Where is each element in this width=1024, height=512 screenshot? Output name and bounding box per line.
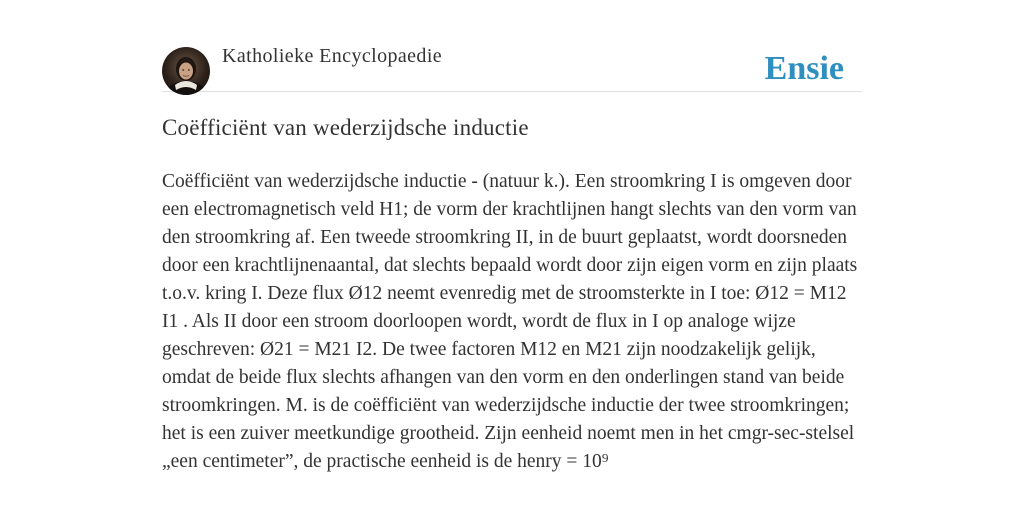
site-name[interactable]: Katholieke Encyclopaedie [222, 45, 443, 67]
brand-logo[interactable]: Ensie [764, 50, 844, 87]
site-header [162, 0, 862, 92]
page-title: Coëfficiënt van wederzijdsche inductie [162, 115, 529, 140]
article-body: Coëfficiënt van wederzijdsche inductie - (natuur k.). Een stroomkring I is omgeven door een electromagnetisch veld H1; de vorm der krachtlijnen hangt slechts van den vorm van den stroomkring af. Een tweede stroomkring II, in de buurt geplaatst, wordt doorsneden door een krachtlijnenaantal, dat slechts bepaald wordt door zijn eigen vorm en zijn plaats t.o.v. kring I. Deze flux Ø12 neemt evenredig met de stroomsterkte in I toe: Ø12 = M12 I1 . Als II door een stroom doorloopen wordt, wordt de flux in I op analoge wijze geschreven: Ø21 = M21 I2. De twee factoren M12 en M21 zijn noodzakelijk gelijk, omdat de beide flux slechts afhangen van den vorm en den onderlingen stand van beide stroomkringen. M. is de coëfficiënt van wederzijdsche inductie der twee stroomkringen; het is een zuiver meetkundige grootheid. Zijn eenheid noemt men in het cmgr-sec-stelsel „een centimeter”, de practische eenheid is de henry = 10⁹ [162, 171, 858, 472]
article-page [162, 0, 862, 512]
portrait-avatar-graphic [162, 47, 210, 95]
portrait-avatar-icon[interactable] [162, 47, 210, 95]
